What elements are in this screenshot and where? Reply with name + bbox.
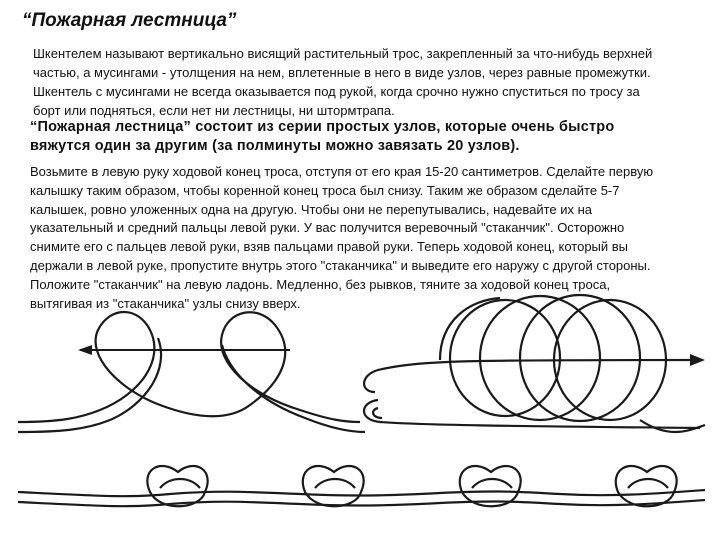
step2-coil-drawing xyxy=(364,295,705,432)
intro-line: Шкентелем называют вертикально висящий растительный трос, закрепленный за что-нибудь верхней xyxy=(33,46,653,61)
arrow-left-icon xyxy=(78,345,92,355)
instruction-line: Возьмите в левую руку ходовой конец троса, отступя от его края 15-20 сантиметров. Сделайте первую xyxy=(30,164,654,179)
statement-line: вяжутся один за другим (за полминуты можно завязать 20 узлов). xyxy=(30,138,520,154)
instruction-line: Положите "стаканчик" на левую ладонь. Медленно, без рывков, тяните за ходовой конец троса, xyxy=(30,276,611,292)
step1-loops-drawing xyxy=(18,312,365,432)
step3-knots-drawing xyxy=(18,466,705,506)
instruction-line: вытягивая из "стаканчика" узлы снизу вверх. xyxy=(30,295,301,311)
statement-line: “Пожарная лестница” состоит из серии простых узлов, которые очень быстро xyxy=(30,119,615,135)
instruction-line: калышек, ровно уложенных одна на другую. Чтобы они не перепутывались, надевайте их на xyxy=(30,201,593,217)
rope-knot-illustration xyxy=(0,290,720,540)
knot-steps-drawing xyxy=(0,290,720,540)
instruction-line: указательный и средний пальцы левой руки. У вас получится веревочный "стаканчик". Осторожно xyxy=(30,220,625,236)
intro-line: частью, а мусингами - утолщения на нем, вплетенные в него в виде узлов, через равные промежутки. xyxy=(33,65,651,80)
intro-line: борт или подняться, если нет ни лестницы, ни штормтрапа. xyxy=(33,103,395,118)
arrow-right-icon xyxy=(690,354,705,366)
instruction-line: калышку таким образом, чтобы коренной конец троса был снизу. Таким же образом сделайте 5-7 xyxy=(30,182,620,198)
instruction-line: снимите его с пальцев левой руки, взяв пальцами правой руки. Теперь ходовой конец, который вы xyxy=(30,239,629,255)
instruction-line: держали в левой руке, пропустите внутрь этого "стаканчика" и выведите его наружу с другой стороны. xyxy=(30,257,651,273)
intro-line: Шкентель с мусингами не всегда оказывается под рукой, когда срочно нужно спуститься по тросу за xyxy=(33,84,640,99)
intro-paragraph xyxy=(33,44,713,120)
key-statement xyxy=(30,118,715,156)
page-title: “Пожарная лестница” xyxy=(22,10,237,31)
